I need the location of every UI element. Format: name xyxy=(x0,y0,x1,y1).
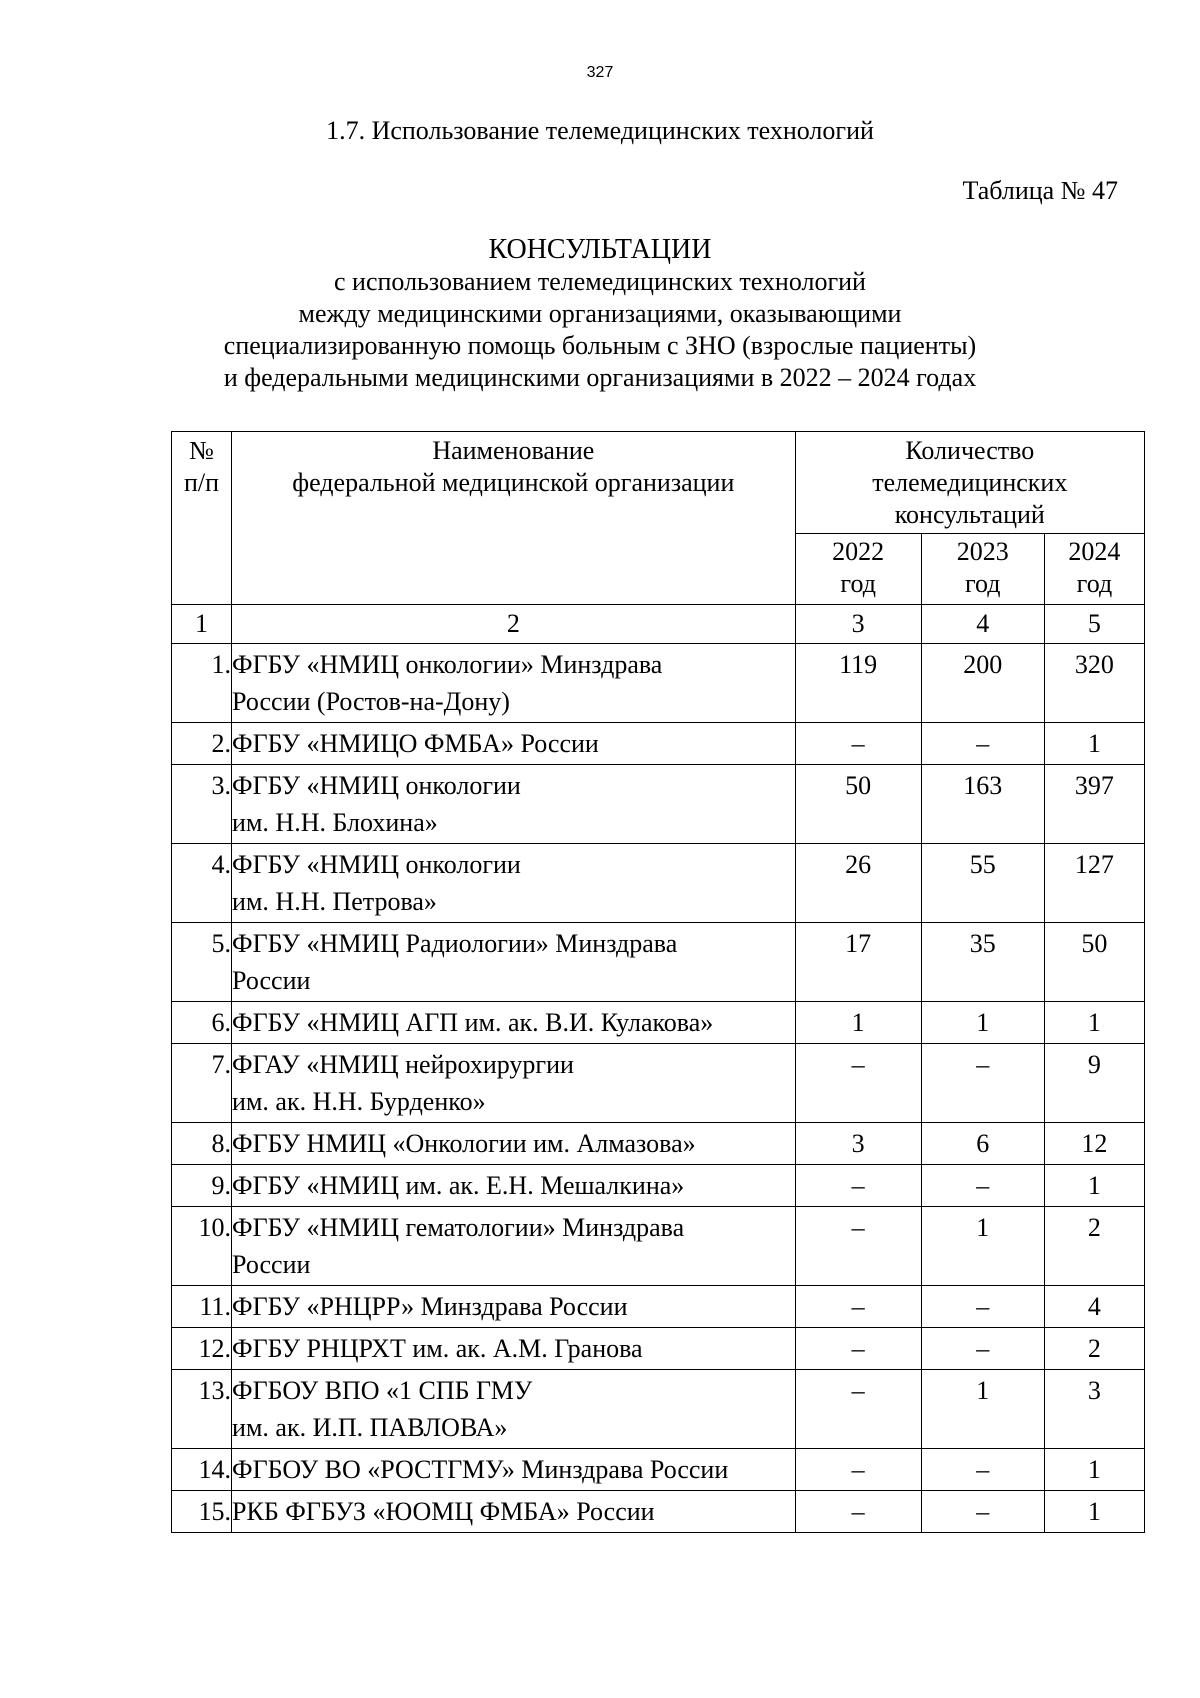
organization-name xyxy=(232,644,796,723)
header-year-2022 xyxy=(795,534,921,605)
organization-name-line: ФГБУ РНЦРХТ им. ак. А.М. Гранова xyxy=(232,1334,643,1363)
header-organization-line: федеральной медицинской организации xyxy=(292,468,735,497)
header-number-symbol: № xyxy=(189,436,214,465)
value-2023: – xyxy=(921,1328,1044,1370)
value-2022: – xyxy=(795,1370,921,1449)
caption-line: с использованием телемедицинских технологий xyxy=(334,267,866,296)
column-index: 3 xyxy=(795,605,921,644)
table-body xyxy=(172,644,1145,1533)
value-2023: – xyxy=(921,1044,1044,1123)
value-2023: 1 xyxy=(921,1002,1044,1044)
table-row xyxy=(172,765,1145,844)
row-number: 8. xyxy=(172,1123,232,1165)
value-2022: 119 xyxy=(795,644,921,723)
row-number: 14. xyxy=(172,1449,232,1491)
organization-name-line: ФГАУ «НМИЦ нейрохирургии xyxy=(232,1050,574,1079)
value-2023: – xyxy=(921,723,1044,765)
row-number: 9. xyxy=(172,1165,232,1207)
row-number: 11. xyxy=(172,1286,232,1328)
organization-name xyxy=(232,1165,796,1207)
organization-name xyxy=(232,1449,796,1491)
section-title: 1.7. Использование телемедицинских технологий xyxy=(326,116,874,145)
organization-name-line: России xyxy=(232,1250,311,1279)
value-2024: 1 xyxy=(1044,1449,1144,1491)
organization-name-line: им. Н.Н. Блохина» xyxy=(232,808,438,837)
table-row xyxy=(172,1002,1145,1044)
value-2024: 2 xyxy=(1044,1207,1144,1286)
column-index: 1 xyxy=(172,605,232,644)
organization-name-line: России (Ростов-на-Дону) xyxy=(232,687,510,716)
value-2024: 127 xyxy=(1044,844,1144,923)
value-2022: – xyxy=(795,1165,921,1207)
value-2023: 1 xyxy=(921,1370,1044,1449)
value-2024: 9 xyxy=(1044,1044,1144,1123)
header-count-line: Количество xyxy=(905,436,1035,465)
table-row xyxy=(172,844,1145,923)
organization-name-line: им. ак. И.П. ПАВЛОВА» xyxy=(232,1413,508,1442)
row-number: 6. xyxy=(172,1002,232,1044)
value-2022: 17 xyxy=(795,923,921,1002)
value-2023: 55 xyxy=(921,844,1044,923)
value-2022: 50 xyxy=(795,765,921,844)
header-year-2024 xyxy=(1044,534,1144,605)
organization-name-line: ФГБУ «НМИЦ онкологии xyxy=(232,771,521,800)
organization-name xyxy=(232,1207,796,1286)
value-2022: 1 xyxy=(795,1002,921,1044)
row-number: 2. xyxy=(172,723,232,765)
value-2024: 12 xyxy=(1044,1123,1144,1165)
value-2024: 50 xyxy=(1044,923,1144,1002)
value-2024: 397 xyxy=(1044,765,1144,844)
value-2022: – xyxy=(795,1328,921,1370)
page-number: 327 xyxy=(586,64,614,81)
value-2024: 1 xyxy=(1044,723,1144,765)
row-number: 15. xyxy=(172,1491,232,1533)
table-row xyxy=(172,1165,1145,1207)
organization-name-line: ФГБУ «НМИЦ гематологии» Минздрава xyxy=(232,1213,685,1242)
row-number: 13. xyxy=(172,1370,232,1449)
table-row xyxy=(172,1123,1145,1165)
year-value: 2022 xyxy=(832,537,885,566)
column-index: 2 xyxy=(232,605,796,644)
row-number: 4. xyxy=(172,844,232,923)
consultations-table xyxy=(171,431,1145,1533)
value-2024: 4 xyxy=(1044,1286,1144,1328)
caption-line: между медицинскими организациями, оказывающими xyxy=(298,299,902,328)
table-row xyxy=(172,1044,1145,1123)
value-2023: – xyxy=(921,1449,1044,1491)
row-number: 10. xyxy=(172,1207,232,1286)
header-number-label: п/п xyxy=(183,468,220,497)
value-2024: 1 xyxy=(1044,1491,1144,1533)
value-2023: 35 xyxy=(921,923,1044,1002)
header-count-line: консультаций xyxy=(894,500,1045,529)
organization-name xyxy=(232,1044,796,1123)
organization-name-line: ФГБУ «НМИЦ онкологии xyxy=(232,850,521,879)
organization-name-line: ФГБУ «НМИЦ им. ак. Е.Н. Мешалкина» xyxy=(232,1171,685,1200)
value-2023: 163 xyxy=(921,765,1044,844)
organization-name-line: ФГБУ «НМИЦ Радиологии» Минздрава xyxy=(232,929,678,958)
value-2024: 320 xyxy=(1044,644,1144,723)
organization-name-line: им. Н.Н. Петрова» xyxy=(232,887,437,916)
year-value: 2024 xyxy=(1068,537,1121,566)
header-organization-line: Наименование xyxy=(432,436,595,465)
value-2023: 1 xyxy=(921,1207,1044,1286)
organization-name xyxy=(232,844,796,923)
organization-name-line: ФГБУ «РНЦРР» Минздрава России xyxy=(232,1292,628,1321)
organization-name xyxy=(232,1002,796,1044)
table-row xyxy=(172,1370,1145,1449)
caption-line: и федеральными медицинскими организациями в 2022 – 2024 годах xyxy=(223,363,977,392)
organization-name-line: ФГБУ «НМИЦО ФМБА» России xyxy=(232,729,599,758)
table-row xyxy=(172,923,1145,1002)
value-2022: – xyxy=(795,1449,921,1491)
header-count xyxy=(795,432,1144,534)
caption-title: КОНСУЛЬТАЦИИ xyxy=(488,234,712,265)
value-2023: 6 xyxy=(921,1123,1044,1165)
value-2022: 26 xyxy=(795,844,921,923)
year-value: 2023 xyxy=(956,537,1009,566)
organization-name-line: ФГБОУ ВПО «1 СПБ ГМУ xyxy=(232,1376,533,1405)
table-row xyxy=(172,644,1145,723)
value-2023: 200 xyxy=(921,644,1044,723)
year-unit: год xyxy=(1076,569,1113,598)
value-2024: 1 xyxy=(1044,1002,1144,1044)
row-number: 12. xyxy=(172,1328,232,1370)
table-row xyxy=(172,1449,1145,1491)
organization-name-line: ФГБОУ ВО «РОСТГМУ» Минздрава России xyxy=(232,1455,729,1484)
organization-name-line: ФГБУ НМИЦ «Онкологии им. Алмазова» xyxy=(232,1129,696,1158)
value-2023: – xyxy=(921,1165,1044,1207)
value-2022: – xyxy=(795,1207,921,1286)
value-2024: 3 xyxy=(1044,1370,1144,1449)
value-2024: 2 xyxy=(1044,1328,1144,1370)
row-number: 3. xyxy=(172,765,232,844)
value-2022: – xyxy=(795,1044,921,1123)
column-index: 4 xyxy=(921,605,1044,644)
organization-name-line: России xyxy=(232,966,311,995)
organization-name xyxy=(232,1123,796,1165)
organization-name-line: РКБ ФГБУЗ «ЮОМЦ ФМБА» России xyxy=(232,1497,655,1526)
organization-name-line: ФГБУ «НМИЦ онкологии» Минздрава xyxy=(232,650,663,679)
column-index: 5 xyxy=(1044,605,1144,644)
caption-line: специализированную помощь больным с ЗНО (взрослые пациенты) xyxy=(223,331,977,360)
organization-name-line: им. ак. Н.Н. Бурденко» xyxy=(232,1087,486,1116)
organization-name-line: ФГБУ «НМИЦ АГП им. ак. В.И. Кулакова» xyxy=(232,1008,714,1037)
value-2022: – xyxy=(795,1491,921,1533)
header-number xyxy=(172,432,232,605)
organization-name xyxy=(232,1370,796,1449)
header-organization xyxy=(232,432,796,605)
organization-name xyxy=(232,1286,796,1328)
organization-name xyxy=(232,1491,796,1533)
table-caption xyxy=(0,234,1200,394)
value-2023: – xyxy=(921,1491,1044,1533)
value-2024: 1 xyxy=(1044,1165,1144,1207)
table-row xyxy=(172,1328,1145,1370)
column-index-row xyxy=(172,605,1145,644)
table-number: Таблица № 47 xyxy=(962,176,1118,205)
row-number: 7. xyxy=(172,1044,232,1123)
organization-name xyxy=(232,723,796,765)
header-year-2023 xyxy=(921,534,1044,605)
row-number: 1. xyxy=(172,644,232,723)
table-row xyxy=(172,1286,1145,1328)
organization-name xyxy=(232,1328,796,1370)
table-row xyxy=(172,1207,1145,1286)
year-unit: год xyxy=(965,569,1001,598)
table-row xyxy=(172,723,1145,765)
year-unit: год xyxy=(840,569,876,598)
value-2022: 3 xyxy=(795,1123,921,1165)
organization-name xyxy=(232,923,796,1002)
value-2022: – xyxy=(795,1286,921,1328)
organization-name xyxy=(232,765,796,844)
header-count-line: телемедицинских xyxy=(872,468,1068,497)
table-row xyxy=(172,1491,1145,1533)
value-2022: – xyxy=(795,723,921,765)
row-number: 5. xyxy=(172,923,232,1002)
value-2023: – xyxy=(921,1286,1044,1328)
